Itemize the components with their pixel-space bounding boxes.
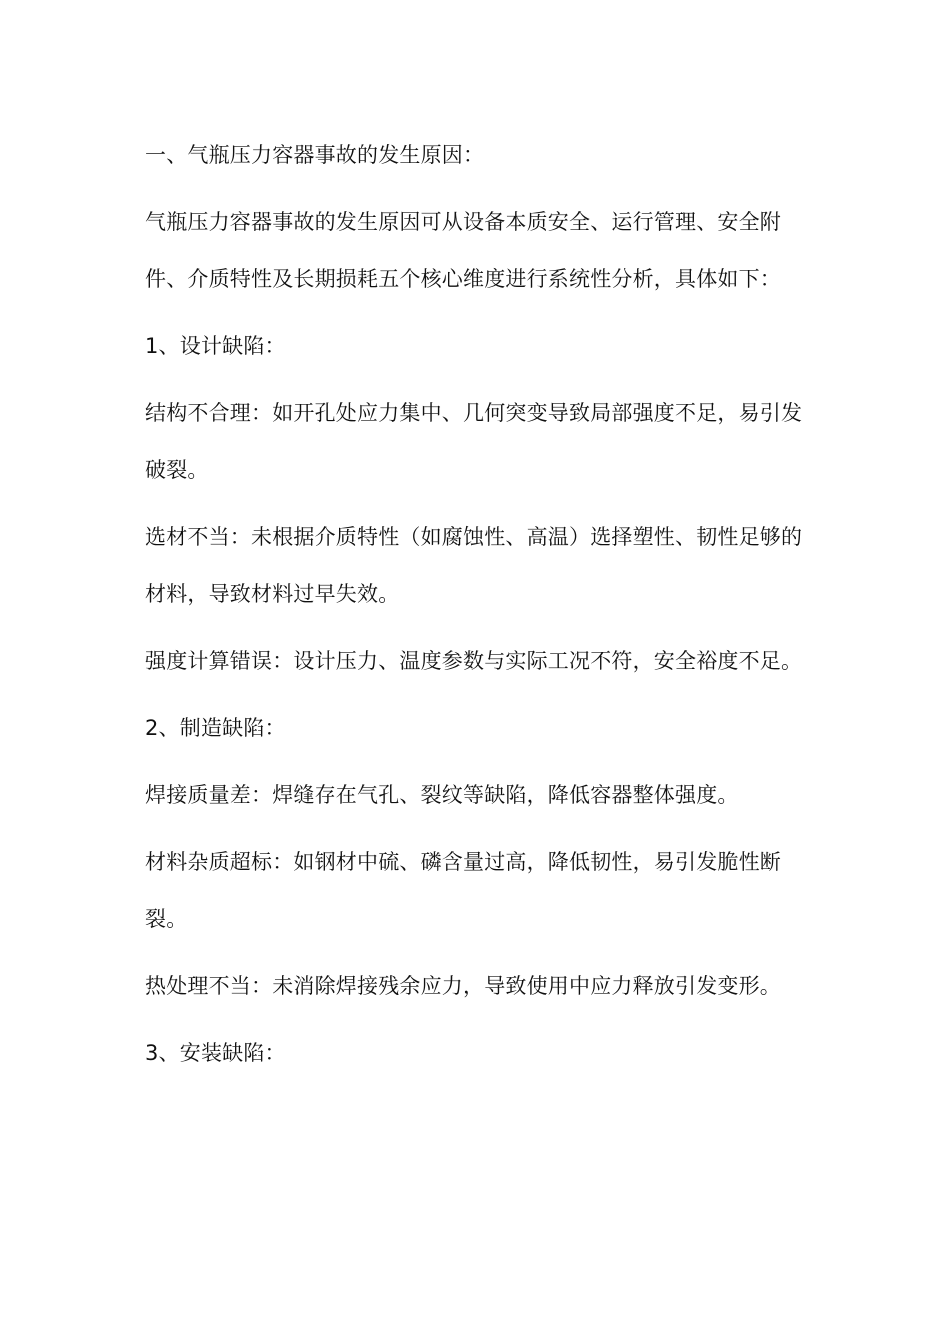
subsection-heading-installation: 3、安装缺陷：	[145, 1041, 286, 1065]
document-body	[145, 127, 810, 1092]
paragraph-material-selection: 选材不当：未根据介质特性（如腐蚀性、高温）选择塑性、韧性足够的材料，导致材料过早失效。	[145, 525, 803, 606]
section-heading: 一、气瓶压力容器事故的发生原因：	[145, 143, 485, 167]
subsection-heading-manufacturing: 2、制造缺陷：	[145, 716, 286, 740]
paragraph-welding-quality: 焊接质量差：焊缝存在气孔、裂纹等缺陷，降低容器整体强度。	[145, 783, 739, 807]
paragraph-material-impurities: 材料杂质超标：如钢材中硫、磷含量过高，降低韧性，易引发脆性断裂。	[145, 850, 781, 931]
subsection-heading-design: 1、设计缺陷：	[145, 334, 286, 358]
paragraph-heat-treatment: 热处理不当：未消除焊接残余应力，导致使用中应力释放引发变形。	[145, 974, 781, 998]
paragraph-strength-calculation: 强度计算错误：设计压力、温度参数与实际工况不符，安全裕度不足。	[145, 649, 803, 673]
intro-paragraph: 气瓶压力容器事故的发生原因可从设备本质安全、运行管理、安全附件、介质特性及长期损耗五个核心维度进行系统性分析，具体如下：	[145, 210, 781, 291]
paragraph-structure: 结构不合理：如开孔处应力集中、几何突变导致局部强度不足，易引发破裂。	[145, 401, 803, 482]
